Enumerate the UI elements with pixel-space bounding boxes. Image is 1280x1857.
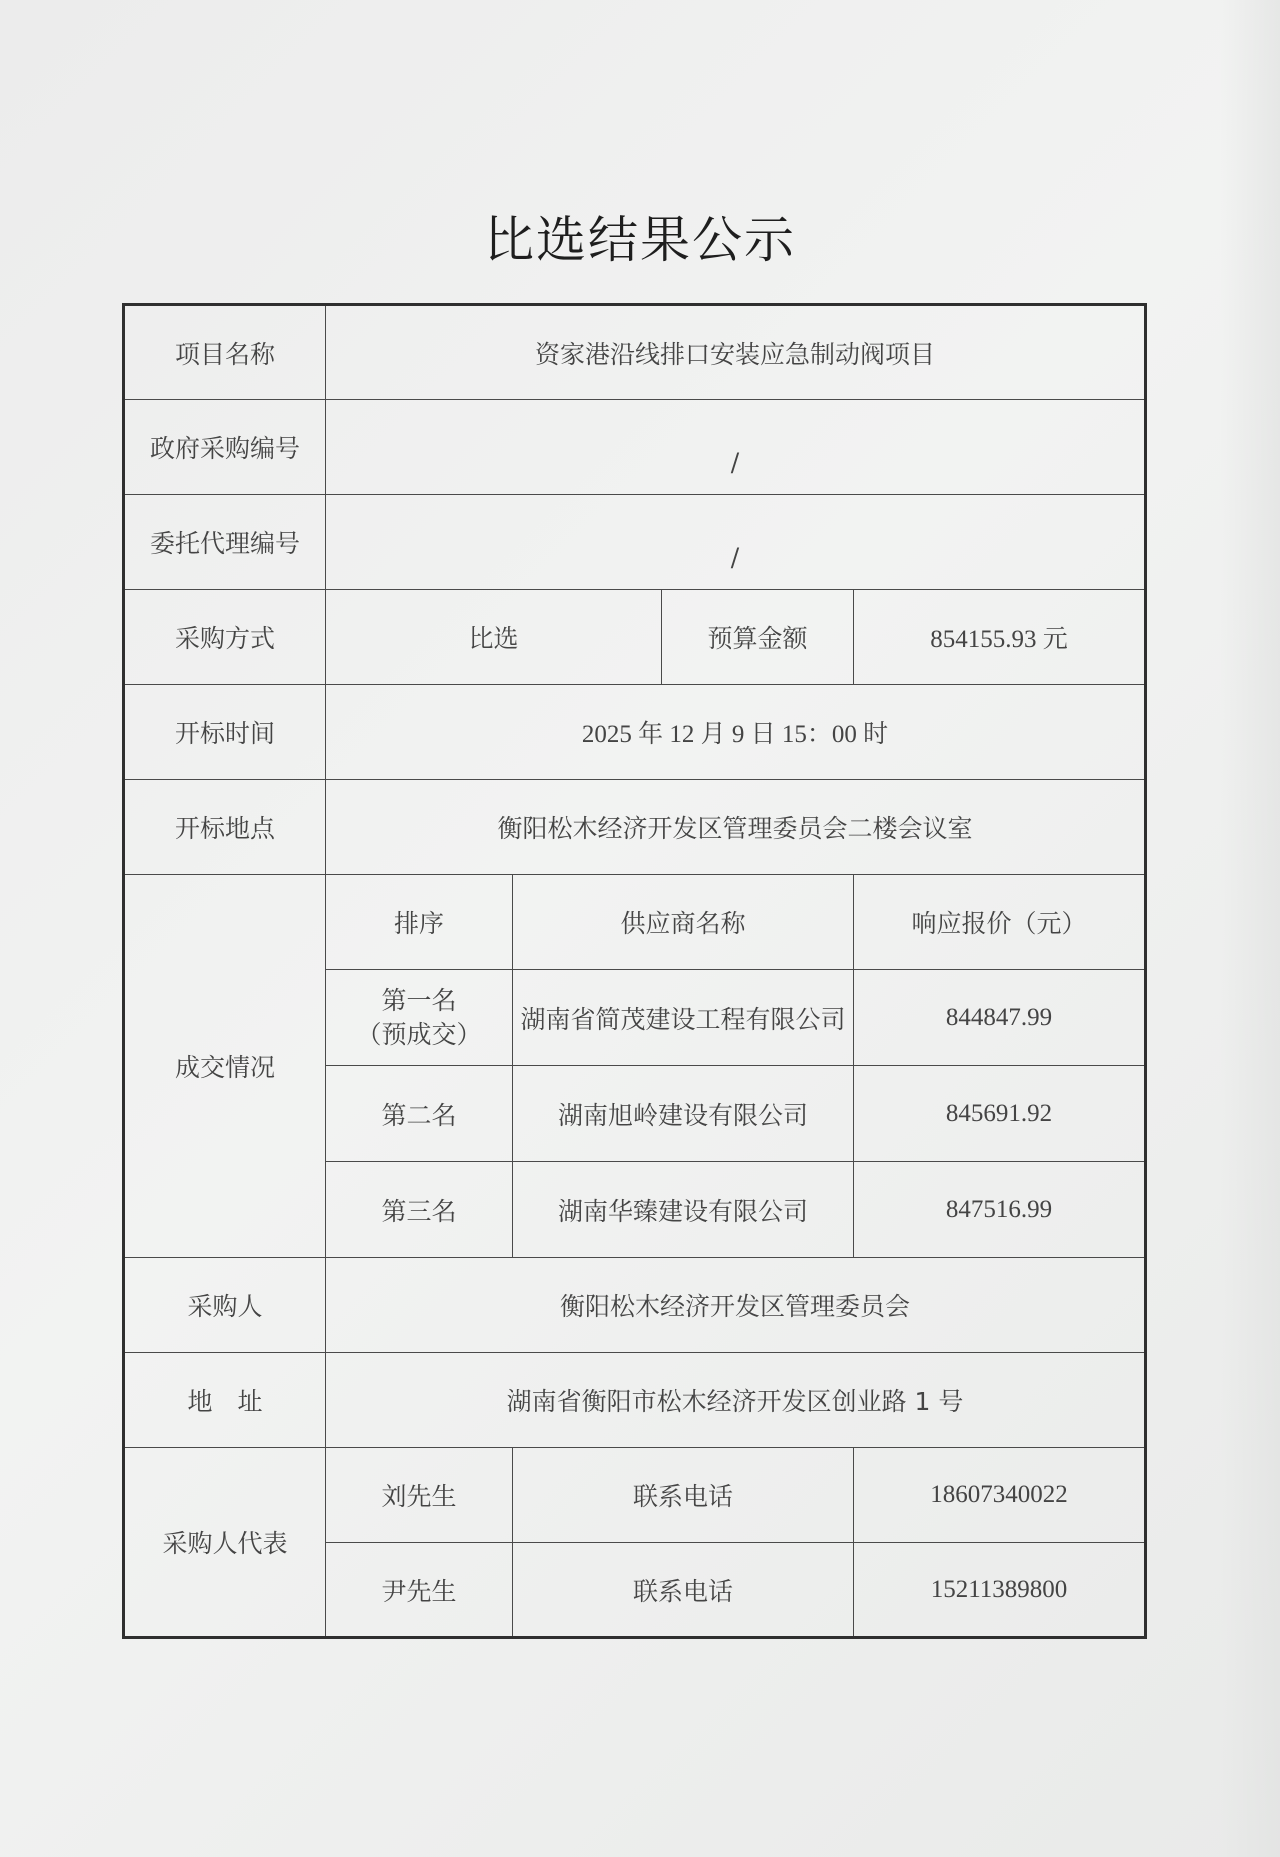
row-bid-open-place — [124, 780, 1146, 875]
agent-no-label: 委托代理编号 — [124, 495, 326, 590]
result-table — [122, 303, 1147, 1639]
table-row — [124, 1448, 1146, 1543]
row-purchaser — [124, 1258, 1146, 1353]
row-gov-purchase-no — [124, 400, 1146, 495]
budget-label: 预算金额 — [662, 590, 854, 685]
purchase-method-value: 比选 — [326, 590, 662, 685]
row-purchase-method — [124, 590, 1146, 685]
deal-rank: 第二名 — [326, 1066, 513, 1162]
deal-rank: 第三名 — [326, 1162, 513, 1258]
row-address — [124, 1353, 1146, 1448]
deal-price: 844847.99 — [854, 970, 1146, 1066]
project-name-value: 资家港沿线排口安装应急制动阀项目 — [326, 305, 1146, 400]
deal-rank-note: （预成交） — [356, 1019, 482, 1049]
rep-phone: 15211389800 — [854, 1543, 1146, 1638]
purchaser-value: 衡阳松木经济开发区管理委员会 — [326, 1258, 1146, 1353]
address-label: 地 址 — [124, 1353, 326, 1448]
rep-phone: 18607340022 — [854, 1448, 1146, 1543]
reps-label: 采购人代表 — [124, 1448, 326, 1638]
deal-rank: 第一名 — [381, 985, 457, 1015]
deal-header-rank: 排序 — [326, 875, 513, 970]
project-name-label: 项目名称 — [124, 305, 326, 400]
rep-name: 尹先生 — [326, 1543, 513, 1638]
row-deal-header — [124, 875, 1146, 970]
deal-header-supplier: 供应商名称 — [513, 875, 854, 970]
agent-no-value: / — [326, 495, 1146, 590]
gov-purchase-no-value: / — [326, 400, 1146, 495]
bid-open-place-value: 衡阳松木经济开发区管理委员会二楼会议室 — [326, 780, 1146, 875]
purchase-method-label: 采购方式 — [124, 590, 326, 685]
deal-label: 成交情况 — [124, 875, 326, 1258]
row-bid-open-time — [124, 685, 1146, 780]
purchaser-label: 采购人 — [124, 1258, 326, 1353]
deal-supplier: 湖南旭岭建设有限公司 — [513, 1066, 854, 1162]
deal-rank-cell — [326, 970, 513, 1066]
page-title: 比选结果公示 — [484, 211, 796, 269]
rep-name: 刘先生 — [326, 1448, 513, 1543]
gov-purchase-no-label: 政府采购编号 — [124, 400, 326, 495]
deal-header-price: 响应报价（元） — [854, 875, 1146, 970]
row-agent-no — [124, 495, 1146, 590]
address-value: 湖南省衡阳市松木经济开发区创业路 1 号 — [326, 1353, 1146, 1448]
deal-supplier: 湖南华臻建设有限公司 — [513, 1162, 854, 1258]
bid-open-time-value: 2025 年 12 月 9 日 15：00 时 — [326, 685, 1146, 780]
bid-open-time-label: 开标时间 — [124, 685, 326, 780]
deal-price: 845691.92 — [854, 1066, 1146, 1162]
deal-price: 847516.99 — [854, 1162, 1146, 1258]
bid-open-place-label: 开标地点 — [124, 780, 326, 875]
deal-supplier: 湖南省简茂建设工程有限公司 — [513, 970, 854, 1066]
budget-value: 854155.93 元 — [854, 590, 1146, 685]
page-edge-shadow — [1220, 0, 1280, 1857]
row-project-name — [124, 305, 1146, 400]
rep-phone-label: 联系电话 — [513, 1543, 854, 1638]
rep-phone-label: 联系电话 — [513, 1448, 854, 1543]
